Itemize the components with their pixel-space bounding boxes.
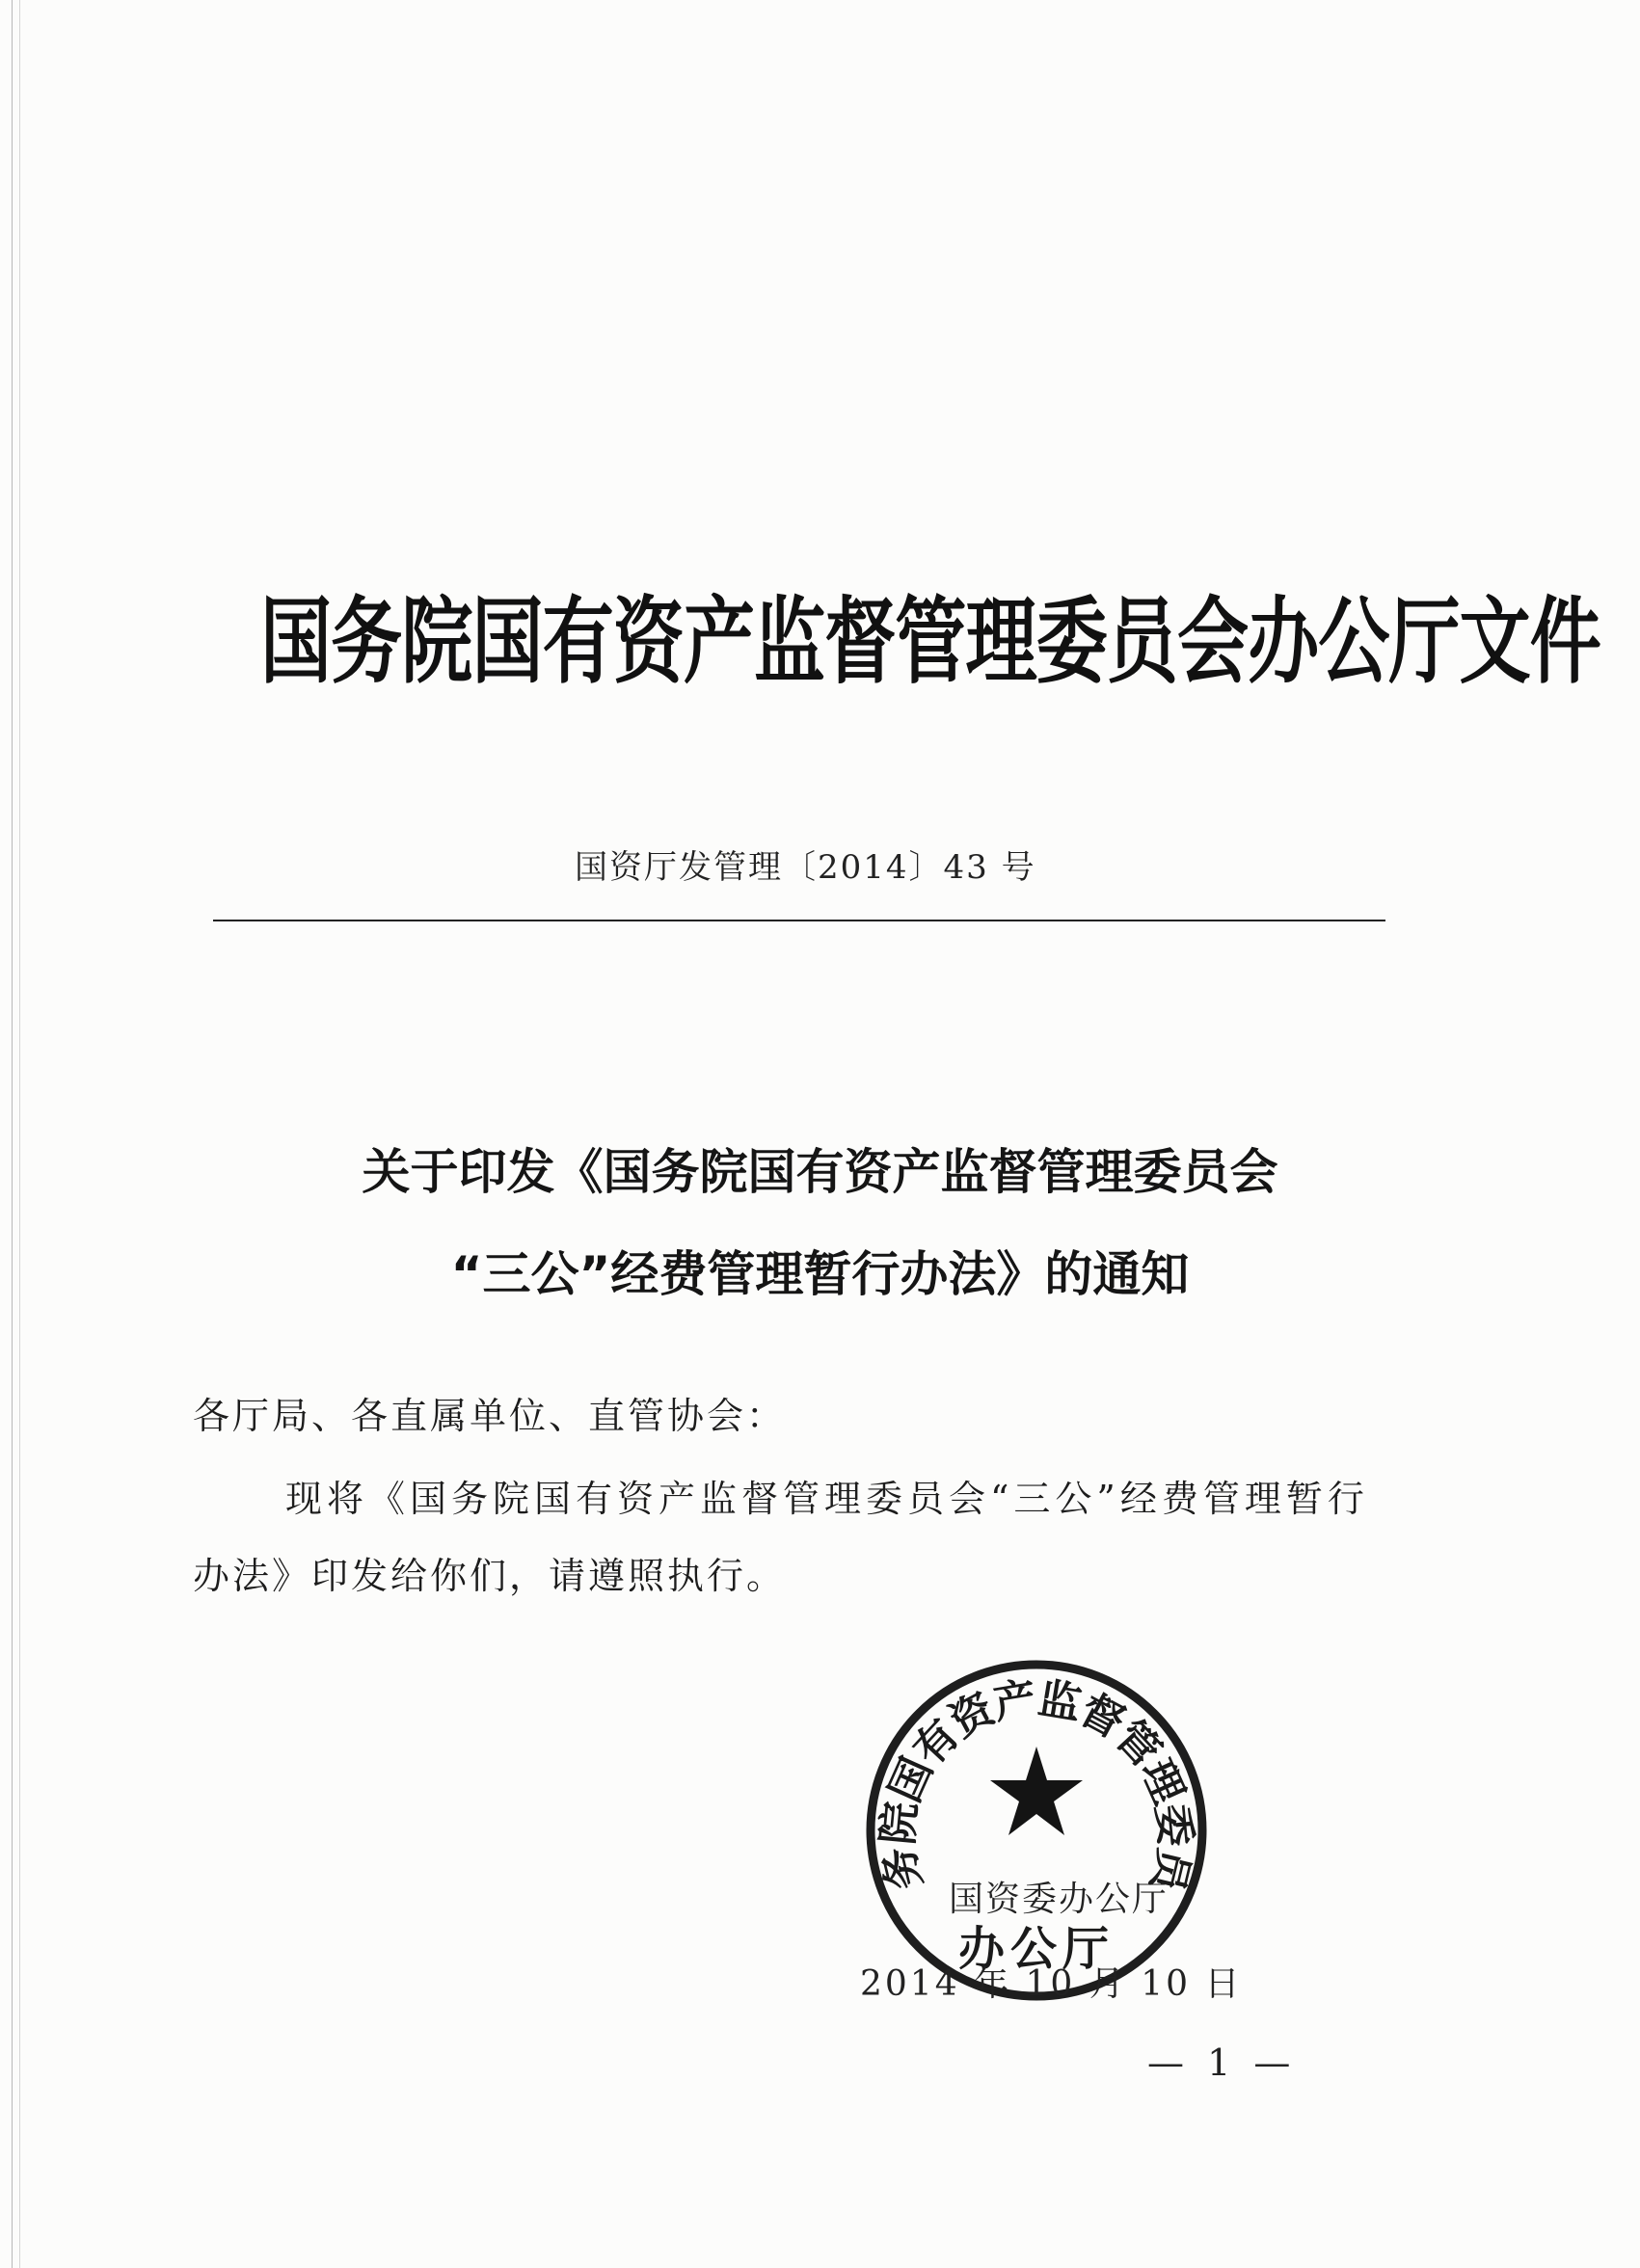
seal-arc-textpath: 务院国有资产监督管理委员 (873, 1673, 1200, 1895)
official-seal (860, 1654, 1213, 2007)
page-number: — 1 — (1147, 2041, 1297, 2084)
seal-bottom-text: 办公厅 (957, 1922, 1116, 1976)
document-header-title: 国务院国有资产监督管理委员会办公厅文件 (260, 588, 1600, 697)
document-number: 国资厅发管理〔2014〕43 号 (575, 848, 1036, 887)
header-divider (213, 920, 1385, 921)
body-paragraph-line2: 办法》印发给你们，请遵照执行。 (193, 1555, 787, 1597)
salutation: 各厅局、各直属单位、直管协会： (193, 1395, 787, 1437)
notice-title-line1: 关于印发《国务院国有资产监督管理委员会 (362, 1144, 1278, 1200)
issue-date: 2014 年 10 月 10 日 (860, 1964, 1243, 2004)
issuer-name: 国资委办公厅 (949, 1880, 1170, 1919)
body-paragraph-line1: 现将《国务院国有资产监督管理委员会“三公”经费管理暂行 (285, 1478, 1369, 1520)
seal-graphic (860, 1654, 1213, 2007)
star-icon (990, 1747, 1083, 1835)
notice-title-line2: “三公”经费管理暂行办法》的通知 (450, 1246, 1190, 1302)
